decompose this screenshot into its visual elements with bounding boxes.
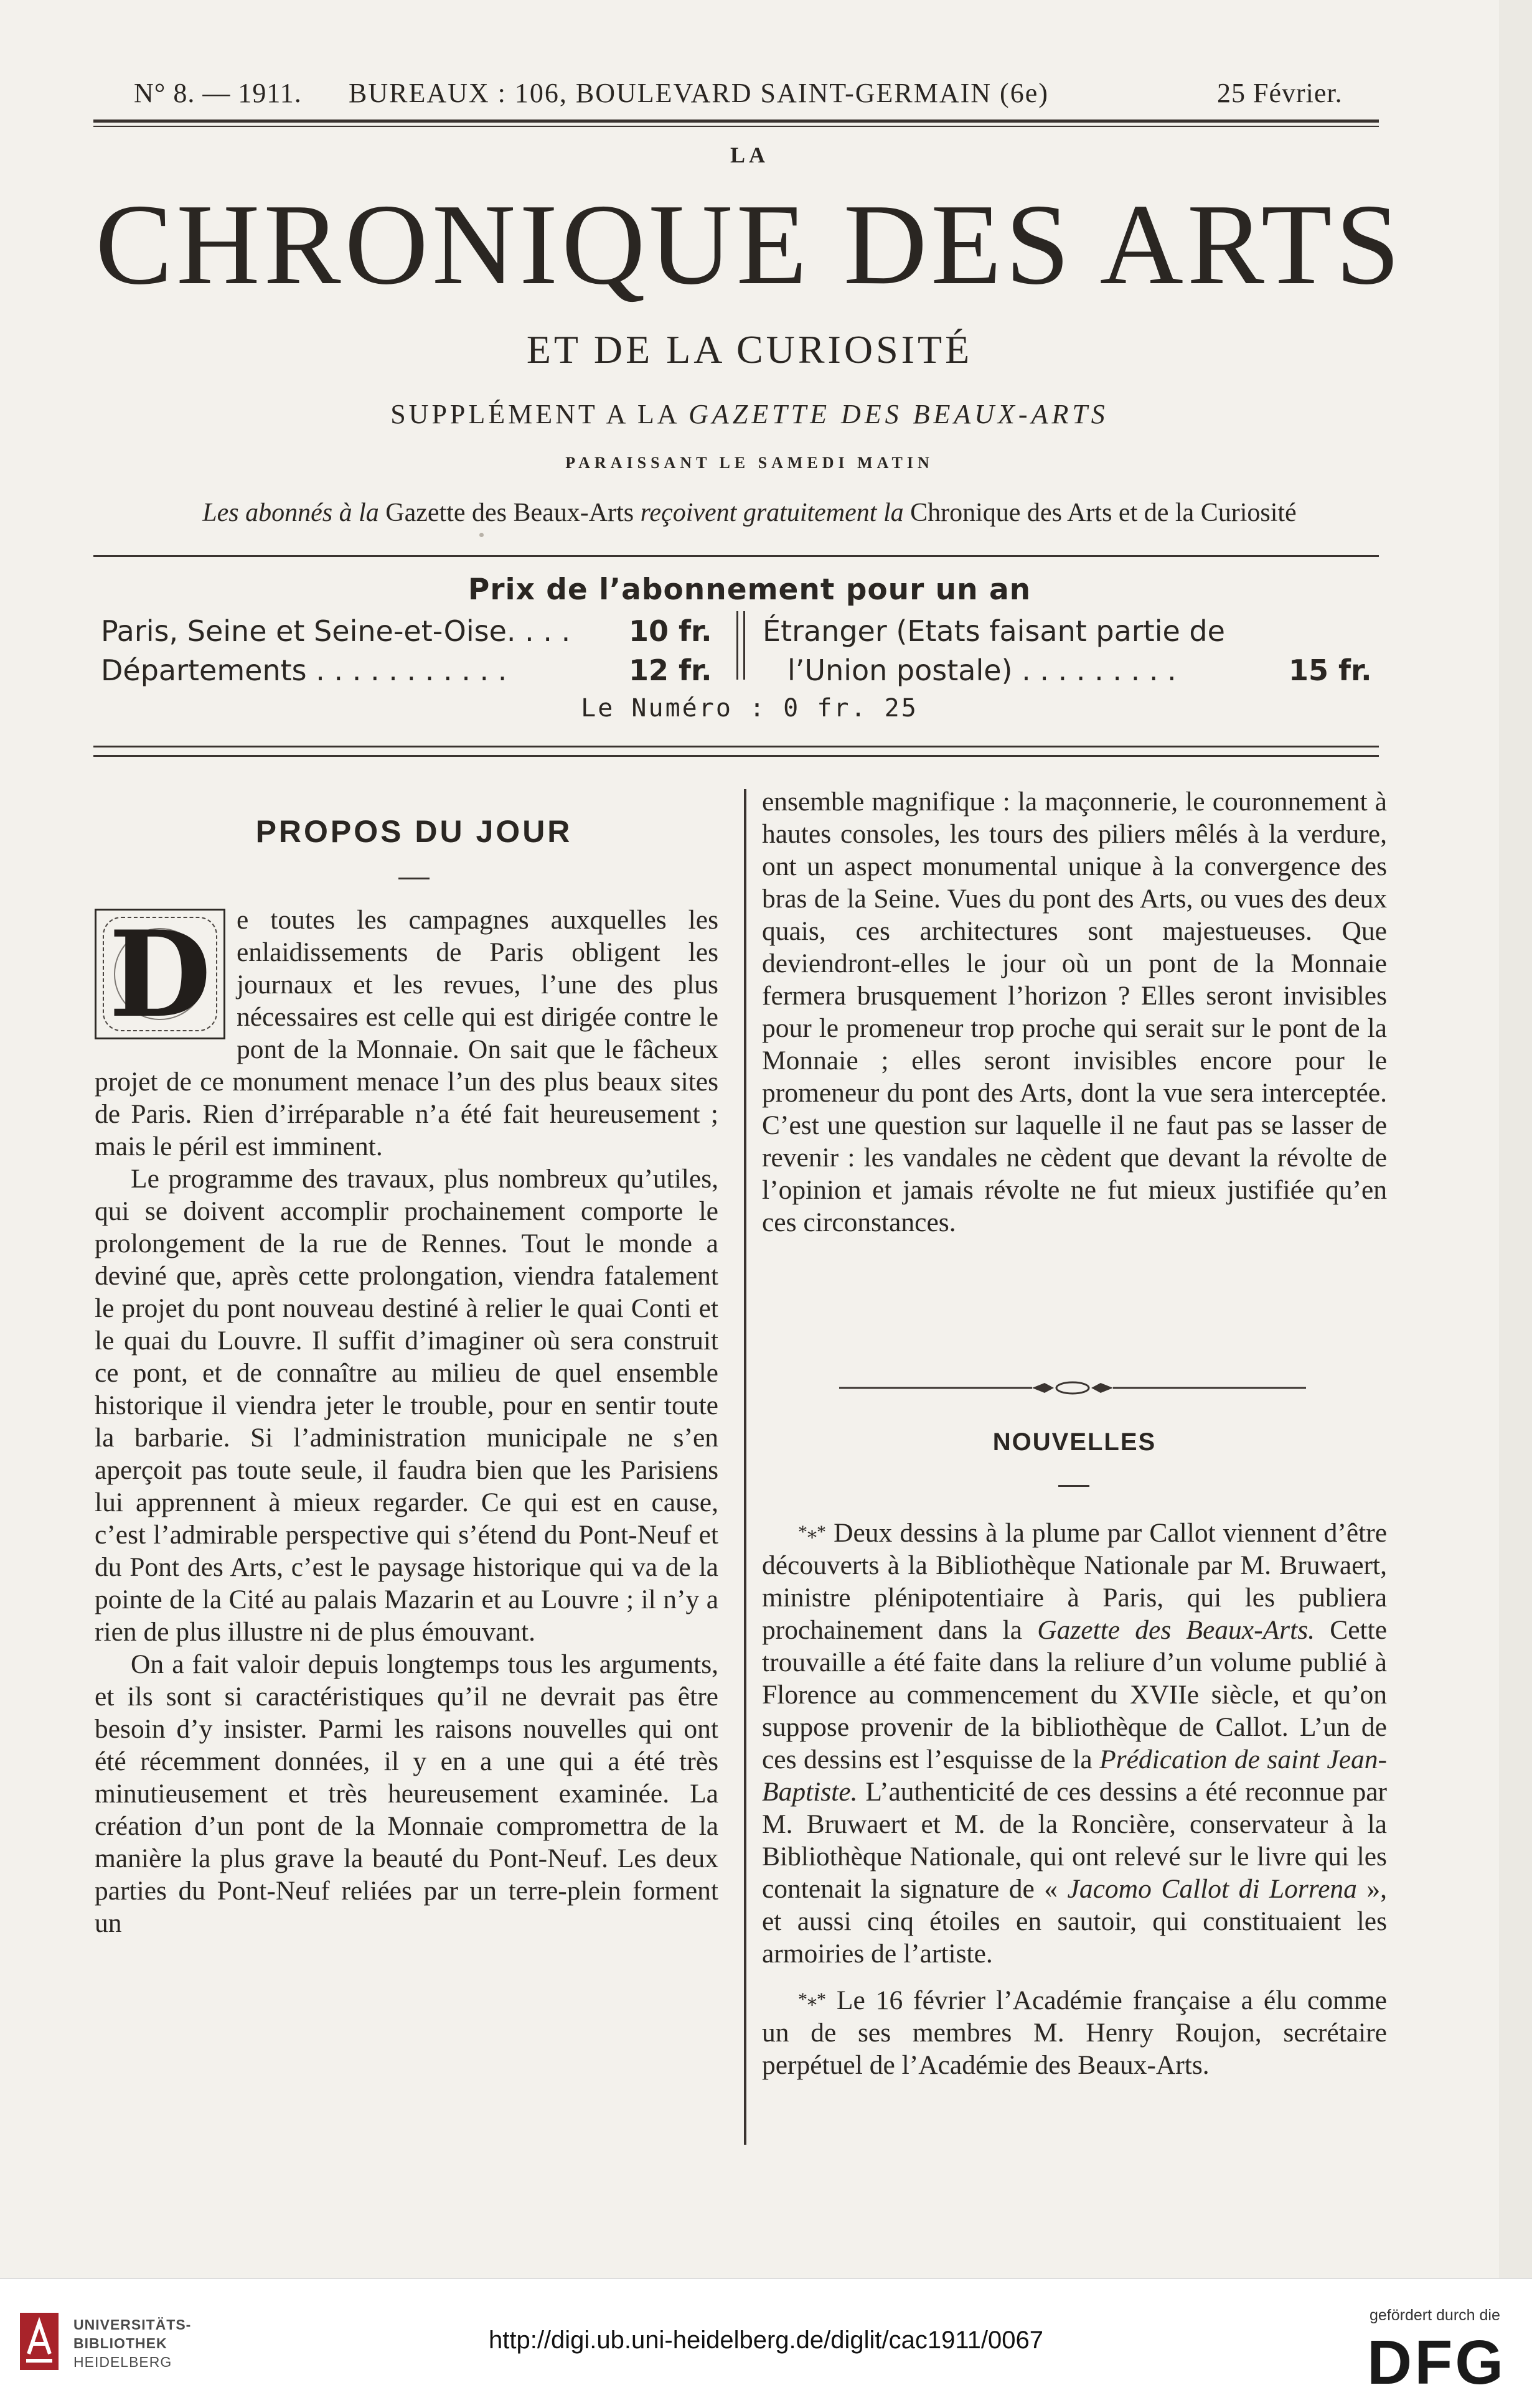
subscription-title: Prix de l’abonnement pour un an (468, 573, 1032, 607)
supplement-gazette: GAZETTE DES BEAUX-ARTS (688, 399, 1109, 429)
source-url-link[interactable]: http://digi.ub.uni-heidelberg.de/diglit/cac1911/0067 (488, 2326, 1043, 2354)
n2-text: Le 16 février l’Académie française a élu comme un de ses membres M. Henry Roujon, secrétaire perpétuel de l’Académie des Beaux-Arts. (762, 1985, 1387, 2080)
price-etranger-value: 15 fr. (1289, 654, 1372, 687)
nouvelle-callot (762, 1516, 1387, 1970)
supplement-line (0, 398, 1499, 430)
dropcap-letter: D (108, 909, 212, 1039)
abonnes-part3: reçoivent gratuitement la (640, 499, 904, 527)
section-fleuron (839, 1375, 1306, 1400)
library-name-line2: BIBLIOTHEK (73, 2335, 167, 2351)
header-rule (93, 119, 1379, 123)
nouvelles-heading: NOUVELLES (992, 1428, 1157, 1456)
prices-bottom-rule (93, 746, 1379, 747)
propos-paragraph-3: On a fait valoir depuis longtemps tous les arguments, et ils sont si caractéristiques qu’il ne devrait pas être besoin d’y insister. Parmi les raisons nouvelles qui ont été récemment données, il y en a une qui a été très minutieusement et très heureusement examinée. La création d’un pont de la Monnaie compromettra de la manière la plus grave la beauté du Pont-Neuf. Les deux parties du Pont-Neuf reliées par un terre-plein forment un (95, 1649, 718, 1938)
library-name-line1: UNIVERSITÄTS- (73, 2317, 192, 2333)
propos-paragraph-1 (95, 904, 718, 1163)
single-issue-price: Le Numéro : 0 fr. 25 (581, 694, 918, 723)
propos-heading-dash (398, 878, 430, 879)
supplement-prefix: SUPPLÉMENT A LA (390, 399, 679, 429)
nouvelles-text (762, 1516, 1387, 2081)
n1-e: L’authenticité de ces dessins a été reconnue par M. Bruwaert et M. de la Roncière, conservateur à la Bibliothèque Nationale, qui ont relevé sur le livre qui les contenait la signature de « (762, 1777, 1387, 1904)
title-article: LA (730, 143, 769, 167)
abonnes-part4: Chronique des Arts et de la Curiosité (910, 499, 1297, 527)
n1-g: », et aussi cinq étoiles en sautoir, qui constituaient les armoiries de l’artiste. (762, 1874, 1388, 1969)
library-name-line3: HEIDELBERG (73, 2354, 172, 2370)
price-departements-label: Départements . . . . . . . . . . . (101, 654, 507, 687)
asterism-ornament: *⁎* (798, 1989, 826, 2010)
price-etranger-line1: Étranger (Etats faisant partie de (763, 614, 1225, 648)
n1-a: Deux dessins à la plume par Callot viennent d’être découverts à la Bibliothèque Nationale par M. Bruwaert, ministre plénipotentiaire à Paris, qui les publiera prochainement dans la (762, 1518, 1388, 1645)
right-column-text (762, 785, 1387, 1239)
page-title: CHRONIQUE DES ARTS (95, 180, 1404, 309)
price-departements-value: 12 fr. (629, 654, 712, 687)
price-paris-label: Paris, Seine et Seine-et-Oise. . . . (101, 614, 571, 648)
dropcap-ornament (95, 909, 225, 1039)
page-subtitle: ET DE LA CURIOSITÉ (526, 327, 973, 372)
issue-date: 25 Février. (1217, 78, 1343, 108)
price-paris-value: 10 fr. (629, 614, 712, 648)
left-column-text (95, 904, 718, 1939)
abonnes-part1: Les abonnés à la (202, 499, 379, 527)
prices-bottom-rule-2 (93, 755, 1379, 757)
n1-d: Prédication de saint Jean-Baptiste. (762, 1745, 1387, 1807)
propos-continuation: ensemble magnifique : la maçonnerie, le couronnement à hautes consoles, les tours des piliers mêlés à la verdure, ont un aspect monumental unique à la convergence des bras de la Seine. Vues du pont des Arts, ou vues des deux quais, ces architectures sont majestueuses. Que deviendront-elles le jour où un pont de la Monnaie fermera brusquement l’horizon ? Elles seront invisibles pour le promeneur trop proche qui serait sur le pont de la Monnaie ; elles seront invisibles encore pour le promeneur du pont des Arts, dont la vue sera interceptée. C’est une question sur laquelle il ne faut pas se lasser de revenir : les vandales ne cèdent que devant la révolte de l’opinion et jamais révolte ne fut mieux justifiée qu’en ces circonstances. (762, 787, 1387, 1237)
issue-number: N° 8. — 1911. (134, 78, 302, 108)
column-divider (744, 789, 746, 2145)
nouvelles-heading-dash (1058, 1485, 1089, 1487)
nouvelle-roujon (762, 1984, 1387, 2081)
abonnes-part2: Gazette des Beaux-Arts (385, 499, 634, 527)
price-etranger-line2: l’Union postale) . . . . . . . . . (787, 654, 1177, 687)
propos-p1-text: e toutes les campagnes auxquelles les enlaidissements de Paris obligent les journaux et les revues, l’une des plus nécessaires est celle qui est dirigée contre le pont de la Monnaie. On sait que le fâcheux projet de ce monument menace l’un des plus beaux sites de Paris. Rien d’irréparable n’a été fait heureusement ; mais le péril est imminent. (95, 905, 718, 1161)
n1-b: Gazette des Beaux-Arts. (1037, 1615, 1315, 1645)
asterism-ornament: *⁎* (798, 1522, 826, 1542)
page-edge (1499, 0, 1532, 2278)
masthead-bottom-rule (93, 555, 1379, 557)
propos-heading: PROPOS DU JOUR (255, 814, 573, 849)
ink-speck (479, 533, 484, 537)
price-divider-2 (743, 611, 745, 680)
price-divider (736, 611, 738, 680)
subscribers-note (0, 498, 1499, 528)
funding-note: gefördert durch die (1370, 2307, 1500, 2324)
bureaux-address: BUREAUX : 106, BOULEVARD SAINT-GERMAIN (6e) (349, 78, 1049, 108)
publication-schedule: PARAISSANT LE SAMEDI MATIN (565, 454, 934, 472)
n1-c: Cette trouvaille a été faite dans la reliure d’un volume publié à Florence au commencement du XVIIe siècle, et qu’on suppose provenir de la bibliothèque de Callot. L’un de ces dessins est l’esquisse de la (762, 1615, 1388, 1774)
header-rule-thin (93, 126, 1379, 127)
n1-f: Jacomo Callot di Lorrena (1067, 1874, 1357, 1904)
propos-paragraph-2: Le programme des travaux, plus nombreux qu’utiles, qui se doivent accomplir prochainement comporte le prolongement de la rue de Rennes. Tout le monde a deviné que, après cette prolongation, viendra fatalement le projet du pont nouveau destiné à relier le quai Conti et le quai du Louvre. Il suffit d’imaginer où sera construit ce pont, et de connaître au milieu de quel ensemble historique il viendra jeter le trouble, pour en sentir toute la barbarie. Si l’administration municipale ne s’en aperçoit pas toute seule, il faudra bien que les Parisiens lui apprennent à mieux regarder. Ce qui est en cause, c’est l’admirable perspective qui s’étend du Pont-Neuf et du Pont des Arts, c’est le paysage historique qui va de la pointe de la Cité au palais Mazarin et au Louvre ; il n’y a rien de plus illustre ni de plus émouvant. (95, 1164, 718, 1647)
dfg-logo: DFG (1367, 2328, 1506, 2397)
